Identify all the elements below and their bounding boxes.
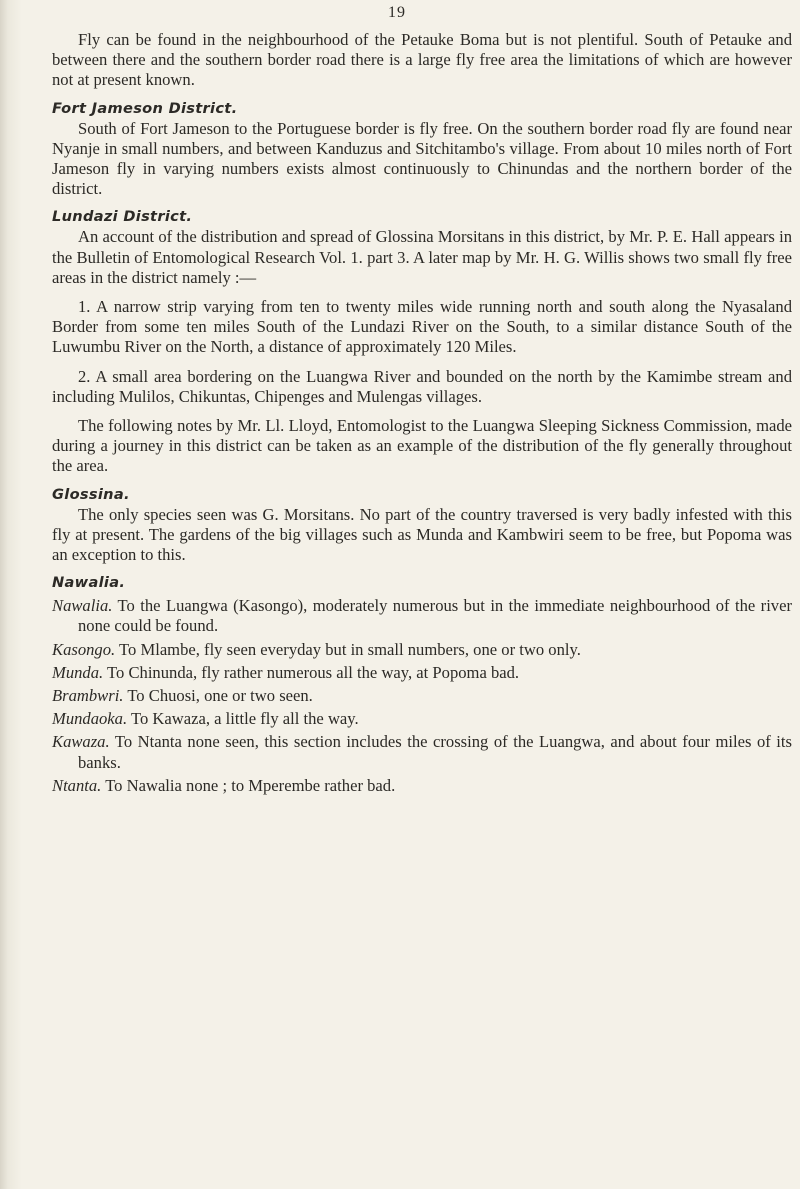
route-entry (52, 686, 792, 706)
route-entry (52, 709, 792, 729)
fort-jameson-paragraph: South of Fort Jameson to the Portuguese border is fly free. On the southern border road fly are found near Nyanje in small numbers, and between Kanduzus and Sitchitambo's village. From about 10 miles north of Fort Jameson fly in varying numbers exists almost continuously to Chinundas and the northern border of the district. (52, 118, 792, 199)
route-place: Kasongo. (52, 639, 116, 659)
page-number: 19 (388, 4, 406, 21)
heading-glossina: Glossina. (52, 485, 130, 503)
route-text: To Ntanta none seen, this section includes the crossing of the Luangwa, and about four miles of its banks. (78, 732, 792, 772)
route-entry (52, 776, 792, 796)
route-place: Nawalia. (52, 596, 113, 616)
list-item-1: 1. A narrow strip varying from ten to twenty miles wide running north and south along the Nyasaland Border from some ten miles South of the Lundazi River on the South, to a similar distance South of the Luwumbu River on the North, a distance of approximately 120 Miles. (52, 297, 792, 357)
route-text: To Nawalia none ; to Mperembe rather bad. (105, 775, 396, 795)
heading-fort-jameson: Fort Jameson District. (52, 99, 238, 117)
route-entry (52, 596, 792, 636)
heading-lundazi: Lundazi District. (52, 208, 193, 226)
route-text: To Chinunda, fly rather numerous all the way, at Popoma bad. (107, 662, 520, 682)
route-text: To Chuosi, one or two seen. (127, 686, 313, 706)
route-place: Mundaoka. (52, 709, 128, 729)
route-text: To the Luangwa (Kasongo), moderately numerous but in the immediate neighbourhood of the river none could be found. (78, 596, 792, 636)
document-body (52, 30, 792, 796)
route-place: Ntanta. (52, 775, 102, 795)
route-place: Brambwri. (52, 686, 124, 706)
route-text: To Mlambe, fly seen everyday but in small numbers, one or two only. (119, 639, 581, 659)
route-entry (52, 732, 792, 772)
lloyd-notes-paragraph: The following notes by Mr. Ll. Lloyd, Entomologist to the Luangwa Sleeping Sickness Commission, made during a journey in this district can be taken as an example of the distribution of the fly generally throughout the area. (52, 416, 792, 476)
route-place: Kawaza. (52, 732, 110, 752)
route-entry (52, 640, 792, 660)
lundazi-paragraph: An account of the distribution and spread of Glossina Morsitans in this district, by Mr. P. E. Hall appears in the Bulletin of Entomological Research Vol. 1. part 3. A later map by Mr. H. G. Willis shows two small fly free areas in the district namely :— (52, 227, 792, 287)
route-text: To Kawaza, a little fly all the way. (130, 709, 359, 729)
glossina-paragraph: The only species seen was G. Morsitans. No part of the country traversed is very badly infested with this fly at present. The gardens of the big villages such as Munda and Kambwiri seem to be free, but Popoma was an exception to this. (52, 504, 792, 565)
route-entry (52, 663, 792, 683)
intro-paragraph: Fly can be found in the neighbourhood of the Petauke Boma but is not plentiful. South of Petauke and between there and the southern border road there is a large fly free area the limitations of which are however not at present known. (52, 30, 792, 90)
route-place: Munda. (52, 662, 104, 682)
heading-nawalia: Nawalia. (52, 574, 126, 592)
list-item-2: 2. A small area bordering on the Luangwa River and bounded on the north by the Kamimbe stream and including Mulilos, Chikuntas, Chipenges and Mulengas villages. (52, 366, 792, 406)
